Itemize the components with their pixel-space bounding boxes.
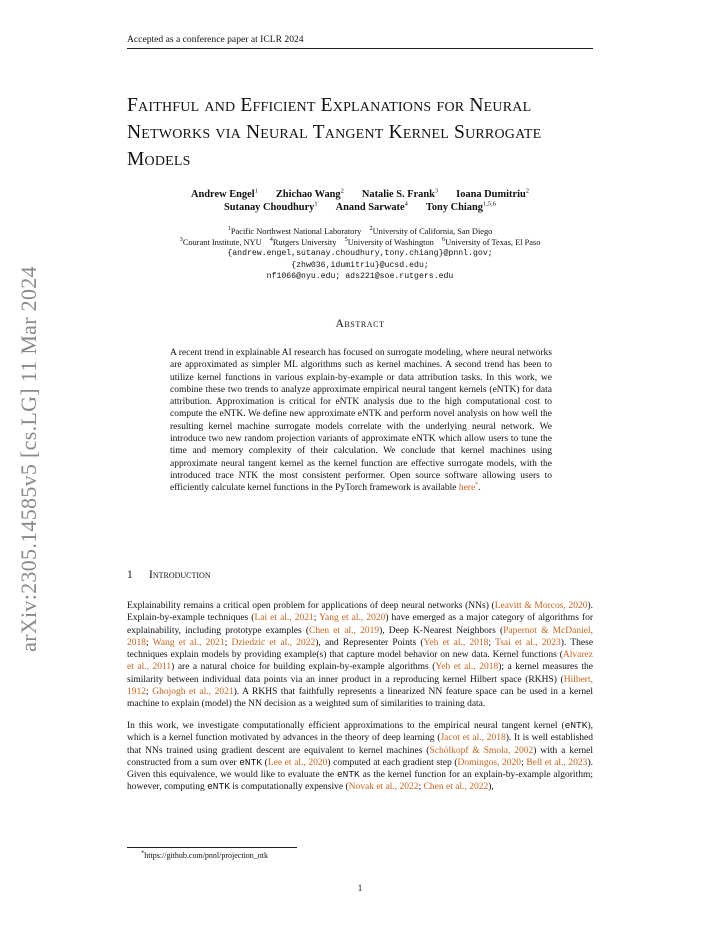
text-run: ) computed at each gradient step ( (327, 757, 458, 768)
citation-link[interactable]: Ghojogh et al., 2021 (152, 687, 234, 698)
author-affiliation-mark: 1 (314, 200, 318, 208)
citation-link[interactable]: Yang et al., 2020 (319, 613, 386, 624)
paper-title: Faithful and Efficient Explanations for Neural Networks via Neural Tangent Kernel Surrogate Models (127, 95, 542, 170)
footnote-rule (127, 847, 297, 848)
affiliation-mark: 4 (269, 236, 273, 244)
text-run: . (478, 483, 481, 494)
text-run: . We define new approximate (243, 409, 358, 420)
email-line-2: {zhw036,idumitriu}@ucsd.edu; (291, 260, 429, 270)
text-run: is computationally expensive ( (229, 782, 349, 793)
text-run: ; (224, 637, 232, 648)
text-run: ) have emerged as a major category of algorithms for explainability, including prototype examples ( (127, 613, 594, 636)
text-run: ). A RKHS that faithfully represents a linearized NN feature space can be used in a kernel machine to explain (model) the NN decision as a weighted sum of similarities to training data. (127, 687, 593, 710)
affiliation: $^5$University of Washington (344, 236, 434, 248)
intro-paragraph-2 (127, 720, 593, 794)
affiliation: $^6$University of Texas, El Paso (441, 236, 541, 248)
section-number: 1 (127, 569, 133, 581)
text-run: ). Given this equivalence, we would like to evaluate the (127, 757, 593, 781)
citation-link[interactable]: Lai et al., 2021 (254, 613, 314, 624)
author-affiliation-mark: 3 (434, 187, 439, 195)
author-line-1 (127, 188, 593, 201)
citation-link[interactable]: Hilbert, 1912 (127, 674, 593, 698)
author-affiliation-mark: 2 (340, 187, 344, 195)
arxiv-id: arXiv:2305.14585v5 [cs.LG] 11 Mar 2024 (16, 266, 41, 652)
text-run: ), (488, 782, 494, 793)
citation-link[interactable]: Domingos, 2020 (457, 757, 522, 768)
text-run: ; (146, 637, 153, 648)
citation-link[interactable]: Bell et al., 2023 (526, 757, 588, 768)
author-affiliation-mark: 1 (254, 187, 258, 195)
page-number: 1 (357, 884, 363, 894)
author-name: Sutanay Choudhury$^1$ (224, 200, 318, 213)
citation-link[interactable]: Lee et al., 2020 (267, 757, 328, 768)
text-run: ), Deep K-Nearest Neighbors ( (379, 625, 504, 636)
citation-link[interactable]: Papernot & McDaniel, 2018 (127, 625, 594, 648)
author-name: Tony Chiang$^{1,5,6}$ (425, 200, 496, 213)
citation-link[interactable]: Alvarez et al., 2011 (127, 650, 593, 673)
author-affiliation-mark: 4 (404, 200, 408, 208)
author-name: Andrew Engel$^1$ (191, 187, 258, 200)
affiliation-mark: 6 (441, 236, 446, 244)
text-run: ; (521, 757, 527, 768)
term-entk: eNTK (239, 756, 263, 768)
author-name: Ioana Dumitriu$^2$ (456, 187, 529, 200)
text-run: ; (488, 637, 496, 648)
text-run: ). Explain-by-example techniques ( (127, 601, 593, 624)
text-run: as the kernel function for an explain-by-example algorithm; however, computing (127, 770, 593, 793)
citation-link[interactable]: here (458, 483, 476, 494)
footnote (141, 851, 268, 860)
text-run: A recent trend in explainable AI research has focused on surrogate modeling, where neural networks are approximated as simpler ML algorithms such as kernel machines. A second trend has been to utilize kernel functions in various explain-by-example or data attribution tasks. In this work, we combine these two trends to analyze approximate empirical neural tangent kernels ( (170, 348, 552, 395)
text-run: ), which is a kernel function motivated by advances in the theory of deep learning ( (127, 721, 593, 744)
citation-link[interactable]: Schölkopf & Smola, 2002 (429, 745, 534, 756)
term-entk: eNTK (492, 384, 517, 395)
text-run: ; (146, 687, 153, 698)
citation-link[interactable]: Leavitt & Morcos, 2020 (494, 601, 588, 611)
author-affiliation-mark: 1,5,6 (482, 200, 496, 208)
author-name: Zhichao Wang$^2$ (275, 187, 344, 200)
term-entk: eNTK (564, 720, 588, 731)
text-run: ); a kernel measures the similarity between individual data points via an inner product in a reproducing kernel Hilbert space (RKHS) ( (127, 662, 594, 685)
affiliation-mark: 2 (369, 225, 373, 233)
text-run: and perform novel analysis on how well the resulting kernel machine surrogate models correlate with the underlying neural network. We introduce two new random projection variants of approximate (170, 409, 553, 445)
abstract-text (170, 347, 552, 495)
intro-paragraph-1 (127, 600, 593, 711)
text-run: ; (418, 782, 424, 793)
email-line-1: {andrew.engel,sutanay.choudhury,tony.chiang}@pnnl.gov; (227, 249, 493, 259)
author-name: Natalie S. Frank$^3$ (361, 187, 439, 200)
citation-link[interactable]: Wang et al., 2021 (152, 637, 225, 648)
author-list (127, 188, 593, 214)
citation-link[interactable]: Chen et al., 2022 (423, 782, 489, 793)
text-run: which allow users to tune the time and memory complexity of their calculation. We conclude that kernel machines using approximate neural tangent kernel as the kernel function are effective surrogate models, with the introduced trace NTK the most consistent performer. Open source software allowing users to efficiently calculate kernel functions in the PyTorch framework is available (170, 434, 552, 494)
term-entk: eNTK (357, 409, 382, 420)
affiliation-mark: 3 (179, 236, 183, 244)
text-run: ) are a natural choice for building explain-by-example algorithms ( (171, 662, 436, 673)
section-title: Introduction (149, 569, 211, 581)
email-line-3: nf1066@nyu.edu; ads221@soe.rutgers.edu (266, 271, 454, 281)
text-run: ; (313, 613, 320, 624)
affiliation-mark: 5 (344, 236, 348, 244)
arxiv-stamp (10, 254, 48, 664)
text-run: ) with a kernel constructed from a sum over (127, 745, 593, 768)
text-run: Explainability remains a critical open problem for applications of deep neural networks (NNs) ( (127, 601, 495, 611)
citation-link[interactable]: Yeh et al., 2018 (423, 637, 489, 648)
citation-link[interactable]: Tsai et al., 2023 (495, 637, 561, 648)
text-run: ). These techniques explain models by providing example(s) that capture model behavior on new data. Kernel functions ( (127, 637, 594, 661)
affiliations (110, 226, 610, 282)
footnote-url[interactable]: https://github.com/pnnl/projection_ntk (144, 851, 269, 860)
text-run: analysis due to the high computational cost to compute the (170, 397, 552, 420)
term-entk: eNTK (411, 434, 436, 445)
affiliation: $^3$Courant Institute, NYU (179, 236, 262, 248)
term-entk: eNTK (207, 781, 230, 793)
citation-link[interactable]: * (475, 481, 479, 489)
section-heading-introduction (127, 569, 211, 581)
text-run: ), and Representer Points ( (315, 637, 424, 648)
footnote-mark: * (141, 849, 145, 857)
text-run: In this work, we investigate computationally efficient approximations to the empirical neural tangent kernel ( (127, 721, 565, 731)
abstract-heading: Abstract (335, 318, 385, 330)
affiliation-mark: 1 (227, 225, 231, 233)
term-entk: eNTK (219, 409, 244, 420)
citation-link[interactable]: Dziedzic et al., 2022 (231, 637, 316, 648)
term-entk: eNTK (336, 769, 360, 781)
citation-link[interactable]: Novak et al., 2022 (348, 782, 419, 793)
affiliation: $^2$University of California, San Diego (369, 225, 493, 236)
term-entk: eNTK (335, 397, 360, 408)
author-name: Anand Sarwate$^4$ (335, 200, 408, 213)
citation-link[interactable]: Yeh et al., 2018 (435, 662, 499, 673)
citation-link[interactable]: Jacot et al., 2018 (440, 733, 506, 744)
citation-link[interactable]: Chen et al., 2019 (309, 625, 380, 636)
affiliation: $^1$Pacific Northwest National Laboratory (227, 225, 362, 236)
author-line-2 (127, 201, 593, 214)
affiliation-line-2 (110, 237, 610, 248)
text-run: ( (262, 757, 268, 768)
affiliation-line-1 (110, 226, 610, 237)
running-header: Accepted as a conference paper at ICLR 2024 (127, 34, 593, 49)
text-run: ). It is well established that NNs trained using gradient descent are equivalent to kernel machines ( (127, 733, 594, 756)
affiliation: $^4$Rutgers University (269, 236, 337, 248)
text-run: ) for data attribution. Approximation is critical for (170, 384, 552, 408)
author-affiliation-mark: 2 (525, 187, 529, 195)
